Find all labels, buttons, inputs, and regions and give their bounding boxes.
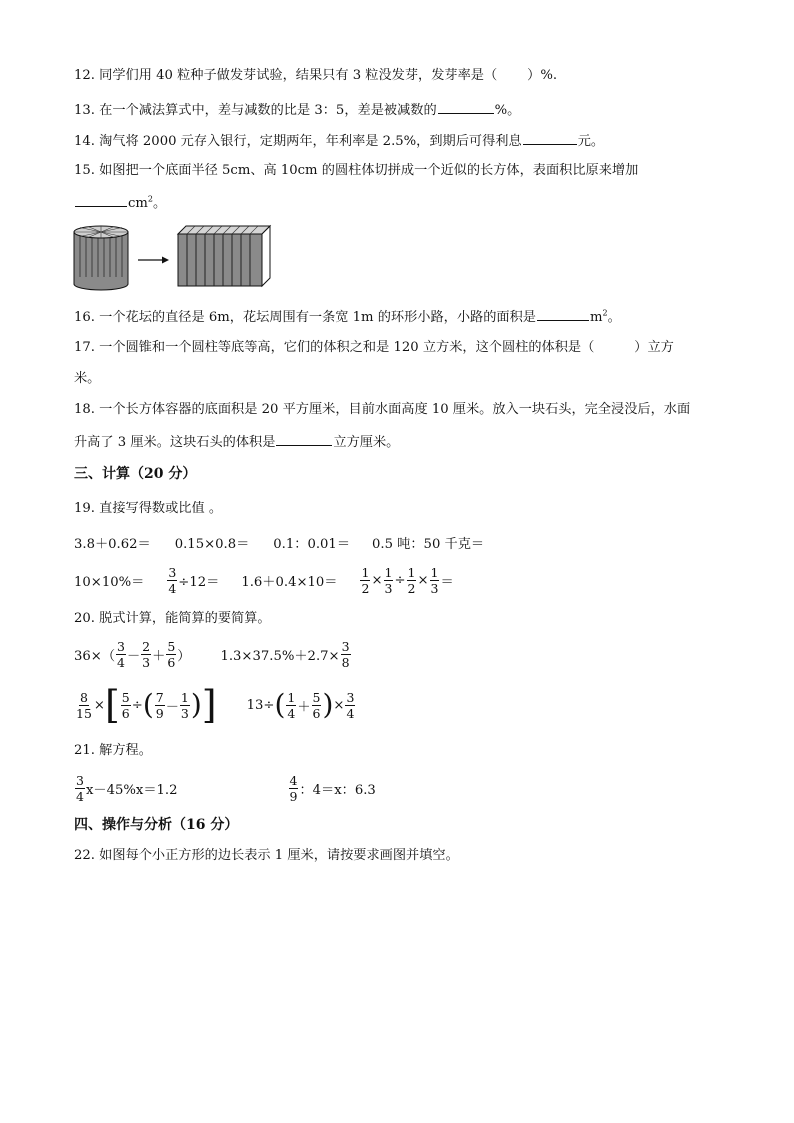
question-20-row-2: $\frac{8}{15}$ × [ $\frac{5}{6}$ ÷ ( $\frac{7}{9}$ － $\frac{1}{3}$ ) ] 13÷ ( $\frac{1}{4}$ ＋ $\frac{5}{6}$ ) × $\frac{3}{4}$: [76, 683, 355, 727]
question-15-answer: $cm^2$。: [74, 192, 166, 214]
fraction: $\frac{3}{8}$: [341, 638, 350, 670]
question-21-title: 21. 解方程。: [74, 743, 152, 758]
fraction: $\frac{2}{3}$: [142, 638, 151, 670]
fraction: $\frac{3}{4}$: [346, 689, 355, 721]
answer-blank[interactable]: [75, 192, 127, 207]
question-21-row: $\frac{3}{4}$ x－45%x＝1.2 $\frac{4}{9}$ ：4＝x：6.3: [76, 772, 376, 804]
fraction: $\frac{1}{4}$: [287, 689, 296, 721]
question-18-cont: 升高了 3 厘米。这块石头的体积是 立方厘米。: [74, 431, 399, 453]
question-17: 17. 一个圆锥和一个圆柱等底等高，它们的体积之和是 120 立方米，这个圆柱的体积是（ ）立方: [74, 340, 674, 355]
question-20-title: 20. 脱式计算，能简算的要简算。: [74, 611, 271, 626]
answer-blank[interactable]: [537, 306, 589, 321]
question-18: 18. 一个长方体容器的底面积是 20 平方厘米，目前水面高度 10 厘米。放入一块石头，完全浸没后，水面: [74, 402, 691, 417]
answer-blank[interactable]: [438, 99, 494, 114]
fraction: $\frac{1}{2}$: [407, 564, 416, 596]
section-heading-calculation: 三、计算（20 分）: [74, 466, 197, 482]
answer-blank[interactable]: [276, 431, 332, 446]
fraction: $\frac{8}{15}$: [76, 689, 92, 721]
fraction: $\frac{5}{6}$: [312, 689, 321, 721]
answer-blank[interactable]: [523, 130, 577, 145]
question-19-row-2: 10×10%＝ $\frac{3}{4}$ ÷12＝ 1.6＋0.4×10＝ $\frac{1}{2}$ × $\frac{1}{3}$ ÷ $\frac{1}{2}$ × $\frac{1}{3}$ ＝: [74, 564, 454, 596]
question-19-title: 19. 直接写得数或比值 。: [74, 501, 223, 516]
question-12: 12. 同学们用 40 粒种子做发芽试验，结果只有 3 粒没发芽，发芽率是（ ）%.: [74, 68, 558, 83]
fraction: $\frac{5}{6}$: [121, 689, 130, 721]
fraction: $\frac{1}{2}$: [361, 564, 370, 596]
fraction: $\frac{1}{3}$: [430, 564, 439, 596]
fraction: $\frac{1}{3}$: [180, 689, 189, 721]
question-15: 15. 如图把一个底面半径 5cm、高 10cm 的圆柱体切拼成一个近似的长方体，表面积比原来增加: [74, 163, 639, 178]
question-16: 16. 一个花坛的直径是 6m，花坛周围有一条宽 1m 的环形小路，小路的面积是 $m^2$。: [74, 306, 621, 328]
fraction: $\frac{3}{4}$: [168, 564, 177, 596]
question-19-row-1: 3.8＋0.62＝ 0.15×0.8＝ 0.1：0.01＝ 0.5 吨：50 千克＝: [74, 537, 485, 552]
fraction: $\frac{7}{9}$: [155, 689, 164, 721]
fraction: $\frac{3}{4}$: [76, 772, 84, 804]
fraction: $\frac{3}{4}$: [117, 638, 125, 670]
question-14: 14. 淘气将 2000 元存入银行，定期两年，年利率是 2.5%，到期后可得利息 元。: [74, 130, 604, 152]
question-17-cont: 米。: [74, 371, 101, 386]
section-heading-operation: 四、操作与分析（16 分）: [74, 817, 239, 833]
fraction: $\frac{5}{6}$: [167, 638, 176, 670]
cylinder-to-cuboid-figure: [70, 222, 280, 294]
question-13: 13. 在一个减法算式中，差与减数的比是 3：5，差是被减数的 %。: [74, 99, 520, 121]
fraction: $\frac{1}{3}$: [384, 564, 393, 596]
question-20-row-1: 36×（ $\frac{3}{4}$ － $\frac{2}{3}$ ＋ $\frac{5}{6}$ ） 1.3×37.5%＋2.7× $\frac{3}{8}$: [74, 638, 350, 670]
question-22: 22. 如图每个小正方形的边长表示 1 厘米，请按要求画图并填空。: [74, 848, 459, 863]
fraction: $\frac{4}{9}$: [289, 772, 298, 804]
